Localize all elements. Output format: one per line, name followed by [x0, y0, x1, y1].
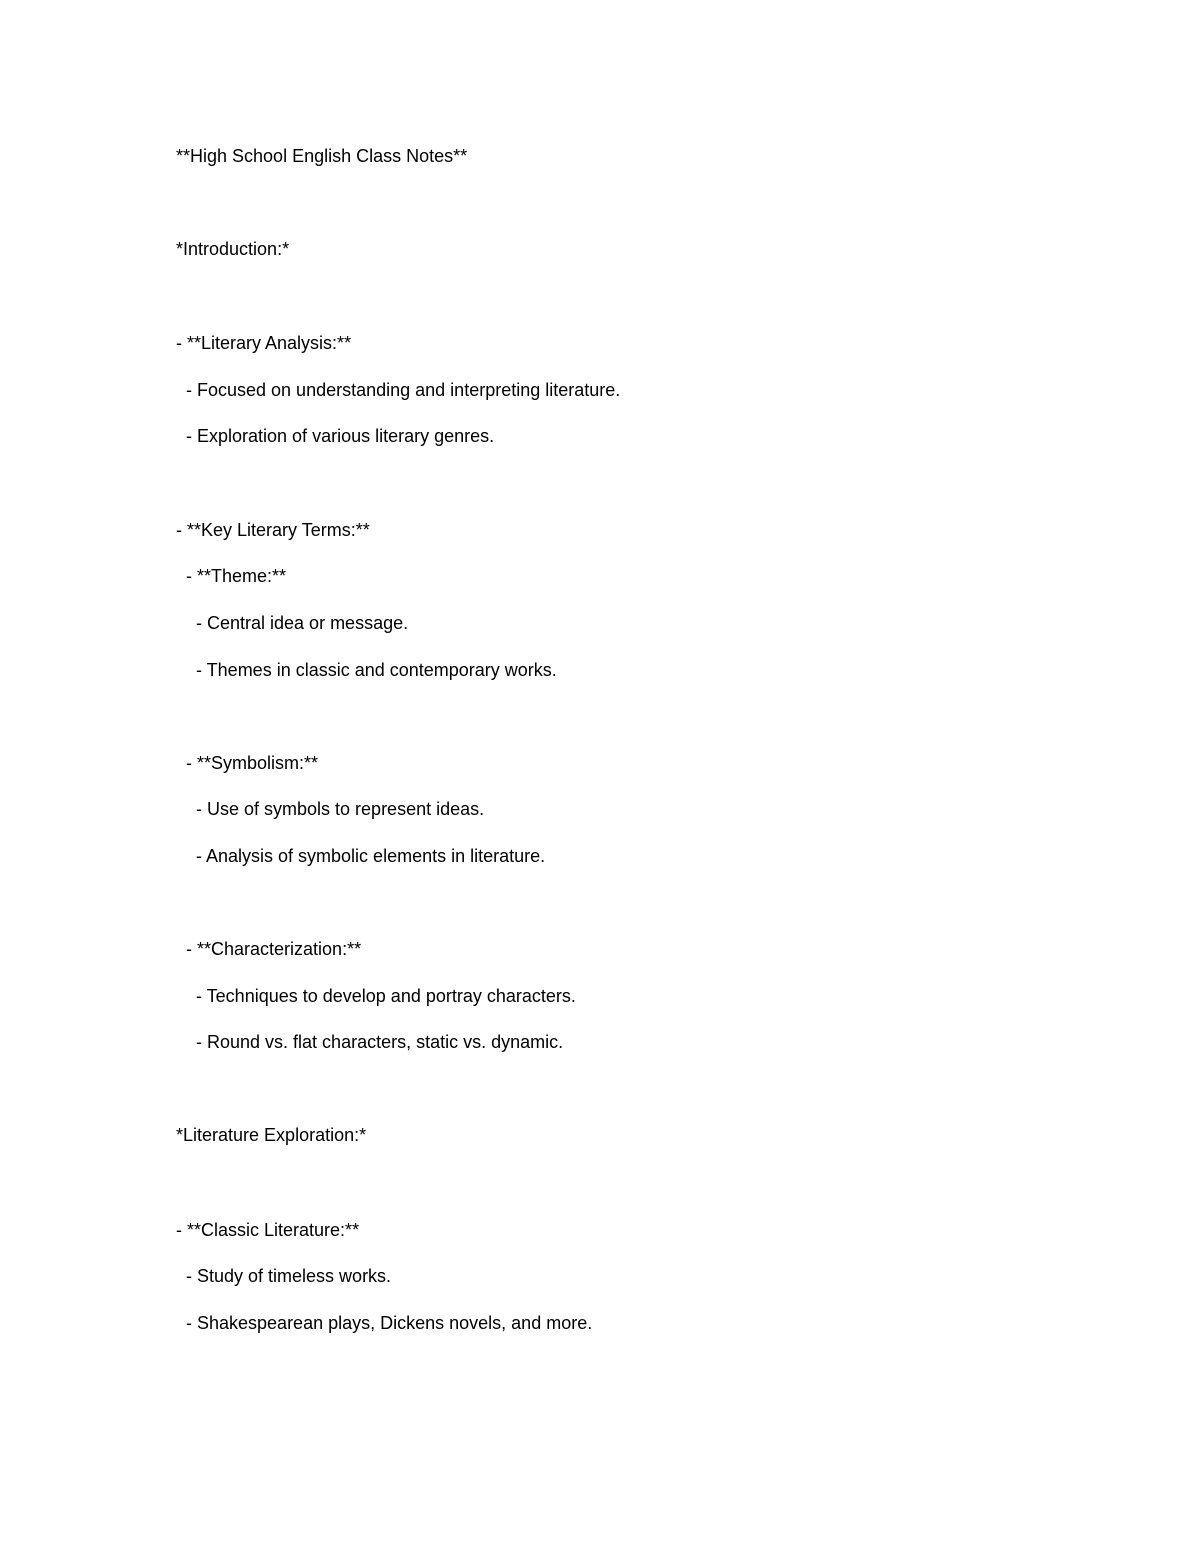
list-item: - Techniques to develop and portray characters. [176, 986, 576, 1006]
document-title: **High School English Class Notes** [176, 146, 468, 166]
list-item: - Exploration of various literary genres. [176, 426, 495, 446]
list-item: - Study of timeless works. [176, 1266, 392, 1286]
list-item-characterization: - **Characterization:** [176, 939, 362, 959]
section-heading-introduction: *Introduction:* [176, 239, 290, 259]
list-item-symbolism: - **Symbolism:** [176, 753, 319, 773]
list-item: - Shakespearean plays, Dickens novels, and more. [176, 1313, 593, 1333]
section-heading-literature-exploration: *Literature Exploration:* [176, 1125, 367, 1145]
list-item: - Themes in classic and contemporary works. [176, 660, 557, 680]
list-item: - Round vs. flat characters, static vs. dynamic. [176, 1032, 564, 1052]
list-item: - Central idea or message. [176, 613, 409, 633]
list-item-literary-analysis: - **Literary Analysis:** [176, 333, 352, 353]
list-item: - Use of symbols to represent ideas. [176, 799, 485, 819]
list-item-theme: - **Theme:** [176, 566, 287, 586]
list-item: - Analysis of symbolic elements in literature. [176, 846, 546, 866]
list-item-classic-literature: - **Classic Literature:** [176, 1220, 360, 1240]
list-item-key-literary-terms: - **Key Literary Terms:** [176, 520, 370, 540]
list-item: - Focused on understanding and interpreting literature. [176, 380, 621, 400]
